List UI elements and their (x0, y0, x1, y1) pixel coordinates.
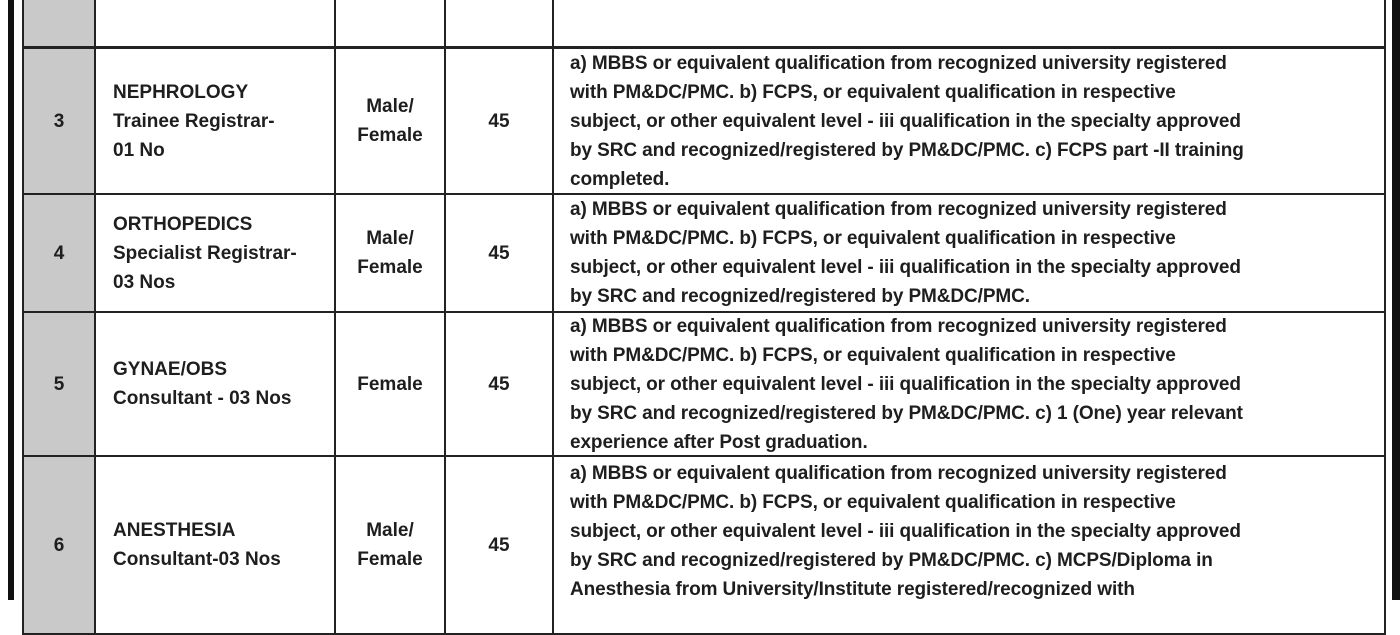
age-cell (446, 0, 554, 46)
age-cell-text: 45 (488, 110, 510, 132)
post-name-cell (96, 49, 336, 193)
qualification-cell-text: subject, or other equivalent level - iii qualification in the specialty approved (570, 521, 1241, 542)
age-cell-text: 45 (488, 373, 510, 395)
serial-number-cell-text: 5 (53, 373, 65, 395)
qualification-cell-text (570, 0, 1384, 3)
serial-number-cell (22, 49, 96, 193)
table-row (22, 193, 1386, 313)
post-name-cell (96, 457, 336, 633)
post-name-cell-text: ORTHOPEDICS (113, 213, 253, 235)
serial-number-cell (22, 195, 96, 311)
qualification-cell-text: a) MBBS or equivalent qualification from recognized university registered (570, 315, 1227, 337)
qualification-cell (554, 49, 1386, 193)
post-name-cell-text: 01 No (113, 139, 165, 161)
qualification-cell-text: a) MBBS or equivalent qualification from recognized university registered (570, 199, 1227, 220)
gender-cell-text: Female (357, 373, 423, 395)
serial-number-cell (22, 0, 96, 46)
qualification-cell-text: with PM&DC/PMC. b) FCPS, or equivalent qualification in respective (570, 81, 1176, 103)
gender-cell-text: Male/ (366, 228, 414, 249)
table-row (22, 47, 1386, 195)
qualification-cell-text: subject, or other equivalent level - iii qualification in the specialty approved (570, 373, 1241, 395)
qualification-cell-text: Anesthesia from University/Institute registered/recognized with (570, 579, 1135, 600)
post-name-cell-text: GYNAE/OBS (113, 359, 228, 380)
age-cell-text: 45 (488, 242, 510, 264)
post-name-cell (96, 0, 336, 46)
post-name-cell-text: Trainee Registrar- (113, 110, 275, 132)
qualification-cell-text: with PM&DC/PMC. b) FCPS, or equivalent qualification in respective (570, 492, 1176, 513)
post-name-cell (96, 313, 336, 455)
gender-cell (336, 313, 446, 455)
post-name-cell-text: Specialist Registrar- (113, 242, 297, 264)
serial-number-cell (22, 457, 96, 633)
serial-number-cell-text: 3 (53, 110, 65, 132)
gender-cell-text: Male/ (366, 520, 414, 541)
table-frame-left (8, 0, 14, 600)
gender-cell (336, 195, 446, 311)
table-row (22, 0, 1386, 48)
qualification-cell-text: by SRC and recognized/registered by PM&DC/PMC. c) FCPS part -II training (570, 139, 1244, 161)
age-cell (446, 457, 554, 633)
qualification-cell-text: by SRC and recognized/registered by PM&DC/PMC. c) MCPS/Diploma in (570, 550, 1213, 571)
qualification-cell (554, 313, 1386, 455)
gender-cell (336, 457, 446, 633)
age-cell (446, 313, 554, 455)
table-row (22, 455, 1386, 635)
qualification-cell (554, 457, 1386, 633)
post-name-cell-text: NEPHROLOGY (113, 81, 249, 103)
gender-cell-text: Female (357, 257, 423, 278)
age-cell (446, 195, 554, 311)
qualification-cell-text: with PM&DC/PMC. b) FCPS, or equivalent qualification in respective (570, 344, 1176, 366)
post-name-cell-text: Consultant-03 Nos (113, 549, 281, 570)
age-cell-text: 45 (488, 534, 510, 556)
qualification-cell-text: by SRC and recognized/registered by PM&DC/PMC. (570, 286, 1030, 307)
post-name-cell-text: 03 Nos (113, 271, 176, 293)
qualification-cell-text: completed. (570, 168, 670, 190)
gender-cell (336, 0, 446, 46)
serial-number-cell-text: 6 (53, 534, 65, 556)
table-row (22, 311, 1386, 457)
qualification-cell (554, 195, 1386, 311)
qualification-cell-text: experience after Post graduation. (570, 431, 868, 453)
table-frame-right (1392, 0, 1400, 600)
post-name-cell-text: ANESTHESIA (113, 520, 236, 541)
post-name-cell-text: Consultant - 03 Nos (113, 388, 292, 409)
gender-cell-text: Male/ (366, 96, 414, 117)
gender-cell-text: Female (357, 125, 423, 146)
qualification-cell-text: subject, or other equivalent level - iii qualification in the specialty approved (570, 110, 1241, 132)
gender-cell (336, 49, 446, 193)
qualification-cell-text: subject, or other equivalent level - iii qualification in the specialty approved (570, 257, 1241, 278)
qualification-cell-text: a) MBBS or equivalent qualification from recognized university registered (570, 463, 1227, 484)
post-name-cell (96, 195, 336, 311)
qualification-cell-text: with PM&DC/PMC. b) FCPS, or equivalent qualification in respective (570, 228, 1176, 249)
qualification-cell (554, 0, 1386, 46)
qualification-cell-text: a) MBBS or equivalent qualification from recognized university registered (570, 52, 1227, 74)
age-cell (446, 49, 554, 193)
gender-cell-text: Female (357, 549, 423, 570)
qualification-cell-text: by SRC and recognized/registered by PM&DC/PMC. c) 1 (One) year relevant (570, 402, 1243, 424)
serial-number-cell (22, 313, 96, 455)
serial-number-cell-text: 4 (53, 242, 65, 264)
